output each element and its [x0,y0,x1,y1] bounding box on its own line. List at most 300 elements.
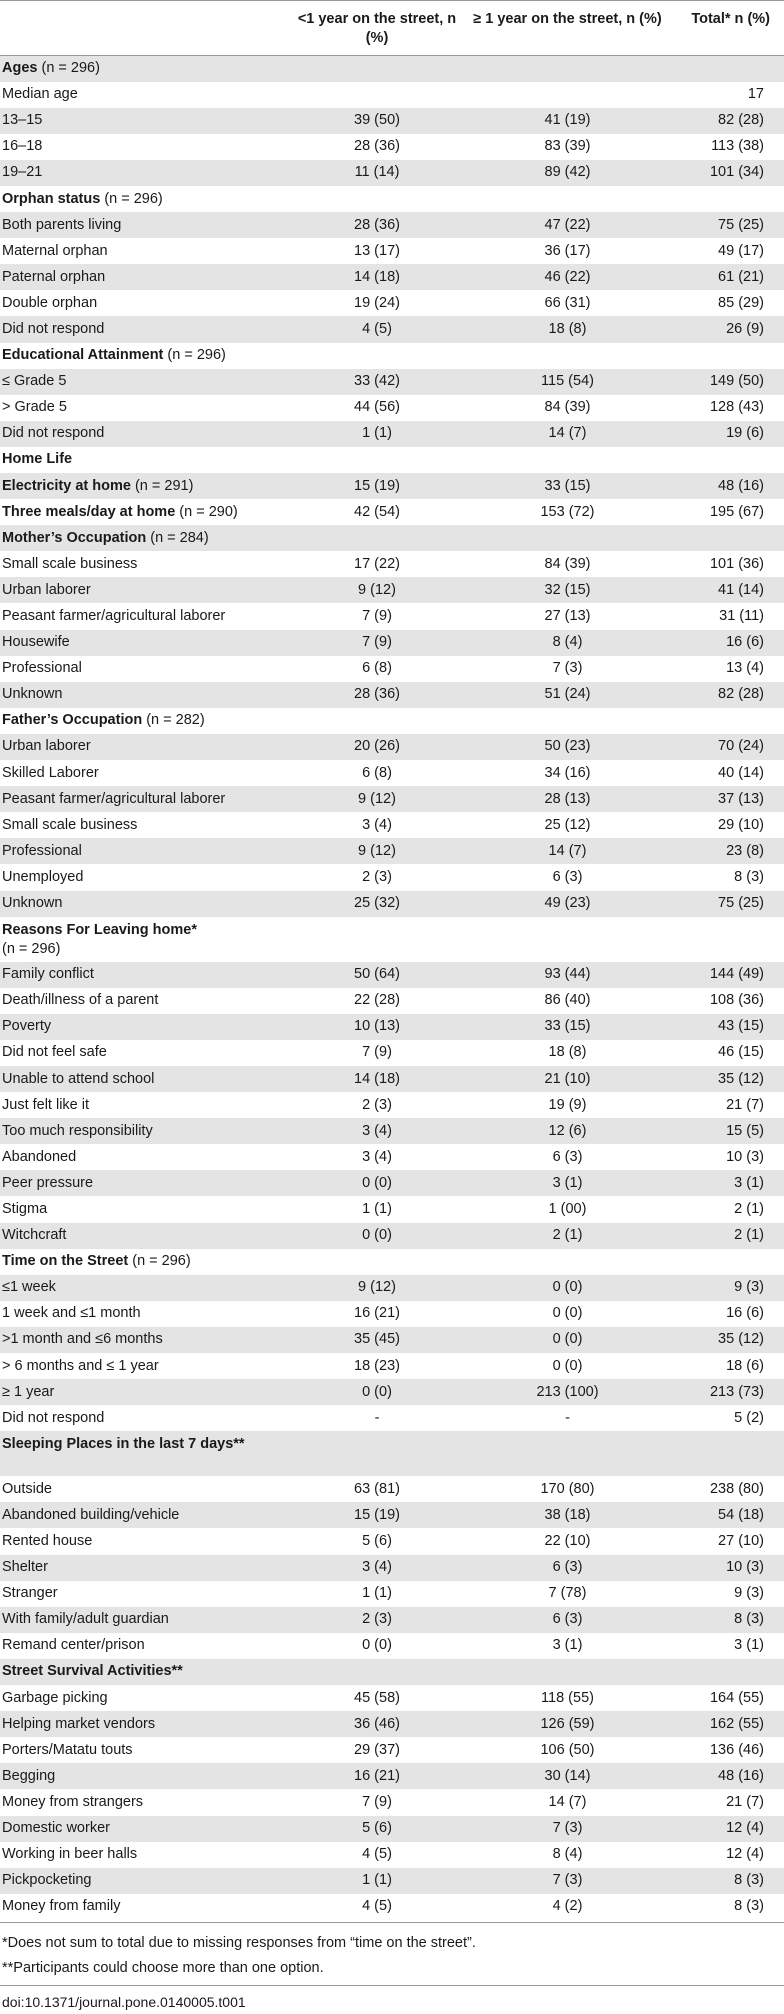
value-total: 3 (1) [734,1637,764,1654]
value-over-1-year: 170 (80) [540,1480,595,1497]
value-under-1-year: 44 (56) [354,399,400,416]
header-total: Total* n (%) [668,1,784,56]
value-total: 128 (43) [709,399,764,416]
value-total: 21 (7) [726,1793,764,1810]
value-over-1-year: 1 (00) [548,1200,587,1217]
value-over-1-year: 0 (0) [552,1305,583,1322]
value-total: 2 (1) [734,1200,764,1217]
value-total: 5 (2) [734,1409,764,1426]
footnote: **Participants could choose more than one option. [2,1959,324,1976]
row-label: Rented house [2,1533,93,1550]
section-title: Ages [2,60,38,77]
section-title: Reasons For Leaving home* [2,921,197,938]
table-row [0,838,784,864]
value-over-1-year [467,917,668,962]
table-row [0,962,784,988]
row-label: Did not respond [0,421,287,447]
row-label: 13–15 [0,108,287,134]
value-over-1-year: 6 (3) [552,1148,583,1165]
table-row [0,656,784,682]
value-under-1-year: 3 (4) [287,1118,467,1144]
value-under-1-year [287,708,467,734]
table-row [0,1144,784,1170]
value-over-1-year: 50 (23) [467,734,668,760]
value-over-1-year [467,186,668,212]
row-label [0,186,287,212]
section-sample-size: (n = 284) [146,529,209,546]
table-row [0,1502,784,1528]
table-row [0,682,784,708]
row-label: Median age [2,86,78,103]
value-total: 162 (55) [668,1711,784,1737]
value-under-1-year: 1 (1) [287,421,467,447]
section-sample-size: (n = 296) [37,60,100,77]
value-over-1-year: 0 (0) [467,1275,668,1301]
value-total: 54 (18) [668,1502,784,1528]
row-label: Too much responsibility [0,1118,287,1144]
value-over-1-year [467,525,668,551]
row-label: Money from family [2,1898,121,1915]
table-row [0,1223,784,1249]
value-total: 35 (12) [668,1066,784,1092]
value-over-1-year: 0 (0) [552,1357,583,1374]
value-over-1-year: 153 (72) [540,503,595,520]
row-label: Just felt like it [2,1096,90,1113]
row-label: Both parents living [0,212,287,238]
row-label [0,447,287,473]
value-under-1-year: 29 (37) [354,1741,400,1758]
value-total [668,1659,784,1685]
value-under-1-year: 5 (6) [362,1533,392,1550]
value-over-1-year: 36 (17) [544,242,591,259]
row-label: Family conflict [0,962,287,988]
value-under-1-year: 42 (54) [354,503,400,520]
value-total: 9 (3) [734,1585,764,1602]
value-under-1-year: 7 (9) [362,1793,392,1810]
section-sample-size: (n = 296) [128,1253,191,1270]
value-total [668,708,784,734]
value-under-1-year: 2 (3) [362,868,392,885]
table-row [0,812,784,838]
value-under-1-year: 22 (28) [354,992,400,1009]
value-over-1-year: 89 (42) [467,160,668,186]
value-over-1-year: 126 (59) [467,1711,668,1737]
section-title: Sleeping Places in the last 7 days** [2,1436,245,1453]
value-total: 48 (16) [668,1763,784,1789]
table-row [0,1014,784,1040]
table-row [0,264,784,290]
table-row [0,1555,784,1581]
value-under-1-year: 19 (24) [354,294,400,311]
section-title: Electricity at home [2,477,131,494]
value-over-1-year: 34 (16) [544,764,591,781]
value-under-1-year: 39 (50) [287,108,467,134]
value-total: 21 (7) [726,1096,764,1113]
value-under-1-year: 20 (26) [287,734,467,760]
table-row [0,1476,784,1502]
value-over-1-year: 22 (10) [544,1533,591,1550]
value-over-1-year [467,447,668,473]
value-over-1-year: 30 (14) [467,1763,668,1789]
value-over-1-year: 12 (6) [467,1118,668,1144]
table-row [0,1789,784,1815]
value-total: 82 (28) [668,682,784,708]
value-under-1-year: 14 (18) [287,264,467,290]
value-total: 46 (15) [718,1044,764,1061]
value-under-1-year [287,917,467,962]
value-over-1-year: 3 (1) [552,1637,583,1654]
table-row [0,421,784,447]
section-row [0,1431,784,1476]
table-row [0,1353,784,1379]
row-label: Stigma [2,1200,48,1217]
table-row [0,1275,784,1301]
value-under-1-year: - [374,1409,380,1426]
value-under-1-year [287,56,467,82]
value-total: 16 (6) [726,1305,764,1322]
value-over-1-year: 93 (44) [467,962,668,988]
row-label [0,343,287,369]
table-row [0,603,784,629]
value-under-1-year: 0 (0) [287,1379,467,1405]
row-label: 16–18 [2,138,43,155]
row-label: Unable to attend school [0,1066,287,1092]
value-total: 2 (1) [668,1223,784,1249]
value-under-1-year: 2 (3) [287,1607,467,1633]
value-over-1-year [467,56,668,82]
value-under-1-year: 14 (18) [287,1066,467,1092]
value-total: 27 (10) [718,1533,764,1550]
value-total: 8 (3) [734,1898,764,1915]
value-total: 85 (29) [718,294,764,311]
value-total: 13 (4) [726,660,764,677]
value-over-1-year: 47 (22) [467,212,668,238]
value-total: 149 (50) [668,369,784,395]
header-over-1-year: ≥ 1 year on the street, n (%) [467,1,668,56]
row-label: Skilled Laborer [2,764,99,781]
header-under-1-year: <1 year on the street, n (%) [287,1,467,56]
value-total [668,56,784,82]
value-over-1-year: 7 (3) [467,1868,668,1894]
value-over-1-year: - [565,1409,570,1426]
value-total: 144 (49) [668,962,784,988]
value-over-1-year: 2 (1) [467,1223,668,1249]
row-label: > Grade 5 [2,399,67,416]
table-row [0,630,784,656]
value-under-1-year: 50 (64) [287,962,467,988]
value-over-1-year: 19 (9) [548,1096,587,1113]
value-under-1-year: 5 (6) [287,1816,467,1842]
row-label: Porters/Matatu touts [2,1741,133,1758]
value-under-1-year: 16 (21) [354,1305,400,1322]
value-total: 29 (10) [718,816,764,833]
value-over-1-year: 84 (39) [544,555,591,572]
footnotes [0,1923,784,1981]
value-under-1-year: 35 (45) [287,1327,467,1353]
value-total [668,447,784,473]
row-label: Peasant farmer/agricultural laborer [0,786,287,812]
value-over-1-year: 0 (0) [467,1327,668,1353]
section-title: Orphan status [2,190,101,207]
section-sample-size: (n = 296) [2,940,61,957]
row-label: 1 week and ≤1 month [2,1305,141,1322]
row-label: Unknown [0,682,287,708]
table-row [0,134,784,160]
section-row [0,1249,784,1275]
table-row [0,1118,784,1144]
value-total: 26 (9) [668,316,784,342]
value-under-1-year: 15 (19) [287,473,467,499]
value-total: 9 (3) [668,1275,784,1301]
row-label: Maternal orphan [2,242,108,259]
row-label: ≥ 1 year [0,1379,287,1405]
value-total: 3 (1) [668,1170,784,1196]
value-total: 108 (36) [709,992,764,1009]
table-row [0,212,784,238]
value-total: 8 (3) [668,1607,784,1633]
table-row [0,1327,784,1353]
value-over-1-year: 41 (19) [467,108,668,134]
value-total: 8 (3) [734,868,764,885]
value-total: 17 [747,86,764,103]
value-under-1-year: 3 (4) [362,1148,392,1165]
row-label: ≤1 week [0,1275,287,1301]
row-label: Did not respond [0,316,287,342]
value-total: 15 (5) [668,1118,784,1144]
value-over-1-year: 6 (3) [552,868,583,885]
table-row [0,1040,784,1066]
value-total [668,343,784,369]
row-label: Urban laborer [0,577,287,603]
table-row [0,551,784,577]
table-row [0,734,784,760]
value-over-1-year: 14 (7) [467,421,668,447]
row-label: Outside [2,1480,52,1497]
value-total: 75 (25) [668,212,784,238]
value-under-1-year: 2 (3) [362,1096,392,1113]
value-under-1-year: 17 (22) [354,555,400,572]
value-total: 35 (12) [668,1327,784,1353]
value-under-1-year: 0 (0) [287,1170,467,1196]
row-label [0,525,287,551]
value-over-1-year: 6 (3) [467,1555,668,1581]
value-over-1-year: 51 (24) [467,682,668,708]
row-label: Garbage picking [2,1689,108,1706]
table-body [0,56,784,1920]
value-under-1-year [287,1249,467,1275]
row-label [0,1249,287,1275]
row-label: 19–21 [0,160,287,186]
row-label: Witchcraft [0,1223,287,1249]
value-under-1-year: 4 (5) [287,316,467,342]
value-under-1-year: 4 (5) [362,1846,392,1863]
row-label [0,708,287,734]
value-over-1-year: 27 (13) [544,608,591,625]
table-row [0,1763,784,1789]
row-label [0,473,287,499]
value-total: 164 (55) [709,1689,764,1706]
value-over-1-year: 33 (15) [467,1014,668,1040]
table-row [0,864,784,890]
row-label [0,1431,287,1476]
section-row [0,499,784,525]
value-total: 75 (25) [668,891,784,917]
value-under-1-year: 10 (13) [287,1014,467,1040]
doi-line: doi:10.1371/journal.pone.0140005.t001 [0,1985,784,2010]
table-row [0,1170,784,1196]
table-row [0,1607,784,1633]
value-under-1-year: 18 (23) [354,1357,400,1374]
section-row [0,447,784,473]
value-under-1-year: 1 (1) [362,1585,392,1602]
table-row [0,1868,784,1894]
row-label: Unemployed [2,868,84,885]
value-under-1-year: 3 (4) [287,1555,467,1581]
row-label: Poverty [0,1014,287,1040]
table-row [0,1301,784,1327]
row-label: Unknown [0,891,287,917]
table-row [0,82,784,108]
row-label: > 6 months and ≤ 1 year [2,1357,159,1374]
value-total: 31 (11) [719,608,764,625]
row-label: Abandoned [2,1148,77,1165]
section-sample-size: (n = 296) [163,347,226,364]
value-under-1-year: 6 (8) [362,764,392,781]
value-over-1-year: 7 (3) [552,660,583,677]
value-over-1-year [467,1659,668,1685]
value-under-1-year: 9 (12) [287,1275,467,1301]
table-row [0,1633,784,1659]
value-total: 48 (16) [668,473,784,499]
value-under-1-year: 13 (17) [354,242,400,259]
row-label: Pickpocketing [0,1868,287,1894]
value-over-1-year [467,1249,668,1275]
row-label [0,56,287,82]
table-row [0,1816,784,1842]
value-over-1-year: 213 (100) [467,1379,668,1405]
value-under-1-year: 6 (8) [362,660,392,677]
value-over-1-year: 14 (7) [548,1793,587,1810]
section-title: Educational Attainment [2,347,164,364]
row-label: Death/illness of a parent [2,992,159,1009]
value-under-1-year: 0 (0) [362,1637,392,1654]
header-label [0,1,287,56]
value-under-1-year [287,186,467,212]
row-label: Did not feel safe [2,1044,107,1061]
value-over-1-year: 86 (40) [544,992,591,1009]
value-total: 12 (4) [668,1816,784,1842]
value-over-1-year [467,343,668,369]
value-total: 40 (14) [718,764,764,781]
value-over-1-year: 14 (7) [467,838,668,864]
value-over-1-year: 118 (55) [541,1689,594,1706]
value-total: 37 (13) [668,786,784,812]
row-label: >1 month and ≤6 months [0,1327,287,1353]
value-total: 70 (24) [668,734,784,760]
row-label: Working in beer halls [2,1846,138,1863]
value-under-1-year: 9 (12) [287,786,467,812]
row-label: Professional [0,838,287,864]
section-sample-size: (n = 290) [175,503,238,520]
table-row [0,786,784,812]
value-over-1-year: 7 (3) [467,1816,668,1842]
section-row [0,56,784,82]
value-under-1-year [287,82,467,108]
value-over-1-year: 83 (39) [544,138,591,155]
section-sample-size: (n = 291) [130,477,194,494]
row-label: Domestic worker [0,1816,287,1842]
value-under-1-year: 7 (9) [362,608,392,625]
section-row [0,1659,784,1685]
value-under-1-year: 4 (5) [362,1898,392,1915]
value-over-1-year: 66 (31) [544,294,591,311]
value-total: 10 (3) [668,1555,784,1581]
value-under-1-year: 1 (1) [362,1200,392,1217]
value-total: 41 (14) [668,577,784,603]
value-over-1-year [467,82,668,108]
value-under-1-year: 1 (1) [287,1868,467,1894]
section-row [0,186,784,212]
value-total [668,186,784,212]
table-row [0,891,784,917]
row-label: Shelter [0,1555,287,1581]
table-row [0,1894,784,1920]
value-total [668,1249,784,1275]
value-under-1-year: 16 (21) [287,1763,467,1789]
value-total: 19 (6) [668,421,784,447]
value-over-1-year: 32 (15) [467,577,668,603]
value-over-1-year: 4 (2) [552,1898,583,1915]
row-label: Begging [0,1763,287,1789]
row-label: Stranger [2,1585,58,1602]
value-over-1-year: 21 (10) [467,1066,668,1092]
section-row [0,525,784,551]
table-row [0,290,784,316]
table-row [0,1405,784,1431]
value-total: 101 (34) [668,160,784,186]
value-under-1-year: 0 (0) [287,1223,467,1249]
section-title: Street Survival Activities** [2,1663,183,1680]
row-label: Money from strangers [2,1793,144,1810]
value-over-1-year: 6 (3) [467,1607,668,1633]
value-over-1-year: 38 (18) [467,1502,668,1528]
table-row [0,1737,784,1763]
value-under-1-year: 7 (9) [287,630,467,656]
table-row [0,1379,784,1405]
value-under-1-year: 15 (19) [287,1502,467,1528]
value-total [668,525,784,551]
value-over-1-year: 46 (22) [467,264,668,290]
footnote: *Does not sum to total due to missing responses from “time on the street”. [2,1934,476,1951]
value-total: 12 (4) [726,1846,764,1863]
value-total: 113 (38) [711,138,764,155]
value-over-1-year: 18 (8) [467,316,668,342]
value-over-1-year: 115 (54) [467,369,668,395]
table-row [0,1528,784,1554]
row-label: Urban laborer [0,734,287,760]
value-under-1-year: 9 (12) [287,577,467,603]
value-total: 43 (15) [668,1014,784,1040]
value-under-1-year: 63 (81) [354,1480,400,1497]
row-label [0,917,287,962]
value-under-1-year: 3 (4) [362,816,392,833]
row-label: With family/adult guardian [0,1607,287,1633]
value-under-1-year: 25 (32) [287,891,467,917]
value-over-1-year: 8 (4) [552,1846,583,1863]
section-title: Father’s Occupation [2,712,143,729]
row-label: Peer pressure [0,1170,287,1196]
table-row [0,577,784,603]
